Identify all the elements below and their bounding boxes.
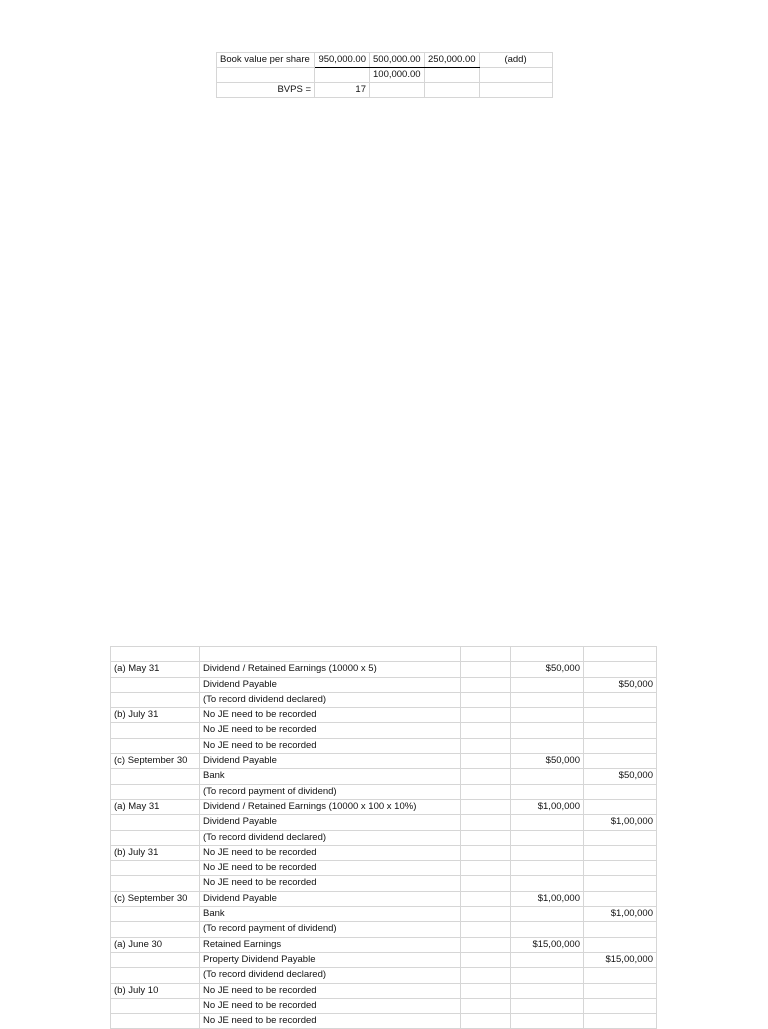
journal-account-cell[interactable]: No JE need to be recorded: [200, 845, 461, 860]
bvps-row-header: [217, 53, 553, 68]
journal-debit-cell[interactable]: [511, 907, 584, 922]
journal-body: [111, 647, 657, 1029]
journal-date-cell[interactable]: (c) September 30: [111, 754, 200, 769]
bvps-divisor[interactable]: 100,000.00: [370, 68, 425, 83]
journal-empty-cell[interactable]: [461, 815, 511, 830]
journal-empty-cell[interactable]: [461, 738, 511, 753]
journal-row: [111, 830, 657, 845]
journal-credit-cell[interactable]: $1,00,000: [584, 815, 657, 830]
bvps-cell[interactable]: [424, 68, 479, 83]
journal-credit-cell[interactable]: $15,00,000: [584, 952, 657, 967]
journal-row: [111, 815, 657, 830]
journal-account-cell[interactable]: (To record dividend declared): [200, 968, 461, 983]
journal-row: [111, 891, 657, 906]
journal-date-cell[interactable]: [111, 830, 200, 845]
journal-debit-cell[interactable]: [511, 983, 584, 998]
journal-empty-cell[interactable]: [461, 830, 511, 845]
journal-date-cell[interactable]: (a) May 31: [111, 662, 200, 677]
journal-debit-cell[interactable]: [511, 830, 584, 845]
journal-debit-cell[interactable]: [511, 708, 584, 723]
journal-debit-cell[interactable]: [511, 1014, 584, 1029]
journal-debit-cell[interactable]: $15,00,000: [511, 937, 584, 952]
journal-debit-cell[interactable]: [511, 784, 584, 799]
journal-empty-cell[interactable]: [461, 968, 511, 983]
journal-date-cell[interactable]: [111, 738, 200, 753]
journal-account-cell[interactable]: Dividend Payable: [200, 891, 461, 906]
journal-row: [111, 998, 657, 1013]
journal-credit-cell[interactable]: [584, 937, 657, 952]
journal-row: [111, 799, 657, 814]
journal-credit-cell[interactable]: [584, 861, 657, 876]
journal-debit-cell[interactable]: [511, 692, 584, 707]
journal-account-cell[interactable]: No JE need to be recorded: [200, 876, 461, 891]
journal-date-cell[interactable]: [111, 815, 200, 830]
bvps-cell[interactable]: [370, 83, 425, 98]
journal-account-cell[interactable]: Dividend / Retained Earnings (10000 x 100 x 10%): [200, 799, 461, 814]
journal-account-cell[interactable]: Dividend Payable: [200, 677, 461, 692]
journal-credit-cell[interactable]: [584, 876, 657, 891]
journal-date-cell[interactable]: [111, 998, 200, 1013]
journal-date-cell[interactable]: (a) June 30: [111, 937, 200, 952]
journal-debit-cell[interactable]: [511, 647, 584, 662]
bvps-result-value[interactable]: 17: [315, 83, 370, 98]
journal-table: [110, 646, 657, 1029]
journal-date-cell[interactable]: [111, 692, 200, 707]
journal-empty-cell[interactable]: [461, 983, 511, 998]
journal-empty-cell[interactable]: [461, 662, 511, 677]
journal-debit-cell[interactable]: $50,000: [511, 754, 584, 769]
bvps-cell[interactable]: [424, 83, 479, 98]
journal-date-cell[interactable]: [111, 876, 200, 891]
journal-account-cell[interactable]: No JE need to be recorded: [200, 998, 461, 1013]
journal-empty-cell[interactable]: [461, 677, 511, 692]
journal-account-cell[interactable]: No JE need to be recorded: [200, 708, 461, 723]
journal-date-cell[interactable]: (b) July 31: [111, 708, 200, 723]
journal-empty-cell[interactable]: [461, 937, 511, 952]
journal-account-cell[interactable]: Bank: [200, 907, 461, 922]
journal-empty-cell[interactable]: [461, 891, 511, 906]
bvps-cell[interactable]: [479, 83, 552, 98]
journal-credit-cell[interactable]: $1,00,000: [584, 907, 657, 922]
journal-account-cell[interactable]: (To record dividend declared): [200, 830, 461, 845]
journal-debit-cell[interactable]: [511, 861, 584, 876]
journal-empty-cell[interactable]: [461, 754, 511, 769]
journal-empty-cell[interactable]: [461, 876, 511, 891]
journal-account-cell[interactable]: No JE need to be recorded: [200, 1014, 461, 1029]
journal-row: [111, 983, 657, 998]
journal-debit-cell[interactable]: [511, 845, 584, 860]
journal-row: [111, 662, 657, 677]
journal-credit-cell[interactable]: [584, 983, 657, 998]
journal-empty-cell[interactable]: [461, 1014, 511, 1029]
bvps-row-divisor: [217, 68, 553, 83]
journal-credit-cell[interactable]: [584, 845, 657, 860]
journal-date-cell[interactable]: [111, 784, 200, 799]
journal-row: [111, 647, 657, 662]
journal-row: [111, 937, 657, 952]
journal-empty-cell[interactable]: [461, 784, 511, 799]
journal-credit-cell[interactable]: [584, 998, 657, 1013]
journal-debit-cell[interactable]: $1,00,000: [511, 799, 584, 814]
journal-account-cell[interactable]: No JE need to be recorded: [200, 861, 461, 876]
journal-credit-cell[interactable]: [584, 708, 657, 723]
journal-date-cell[interactable]: [111, 647, 200, 662]
bvps-cell[interactable]: [217, 68, 315, 83]
journal-row: [111, 907, 657, 922]
bvps-result-label[interactable]: BVPS =: [217, 83, 315, 98]
journal-empty-cell[interactable]: [461, 861, 511, 876]
bvps-value-2[interactable]: 500,000.00: [370, 53, 425, 68]
journal-empty-cell[interactable]: [461, 845, 511, 860]
journal-debit-cell[interactable]: $50,000: [511, 662, 584, 677]
journal-credit-cell[interactable]: [584, 784, 657, 799]
journal-empty-cell[interactable]: [461, 692, 511, 707]
journal-date-cell[interactable]: [111, 922, 200, 937]
journal-credit-cell[interactable]: [584, 891, 657, 906]
journal-account-cell[interactable]: No JE need to be recorded: [200, 983, 461, 998]
journal-credit-cell[interactable]: [584, 647, 657, 662]
journal-row: [111, 922, 657, 937]
journal-row: [111, 723, 657, 738]
journal-credit-cell[interactable]: [584, 738, 657, 753]
journal-empty-cell[interactable]: [461, 723, 511, 738]
journal-account-cell[interactable]: Property Dividend Payable: [200, 952, 461, 967]
journal-date-cell[interactable]: [111, 723, 200, 738]
bvps-cell[interactable]: [479, 68, 552, 83]
journal-row: [111, 876, 657, 891]
journal-credit-cell[interactable]: [584, 922, 657, 937]
journal-account-cell[interactable]: No JE need to be recorded: [200, 723, 461, 738]
journal-account-cell[interactable]: Retained Earnings: [200, 937, 461, 952]
journal-date-cell[interactable]: [111, 907, 200, 922]
journal-row: [111, 952, 657, 967]
journal-account-cell[interactable]: (To record payment of dividend): [200, 922, 461, 937]
journal-row: [111, 708, 657, 723]
journal-date-cell[interactable]: (a) May 31: [111, 799, 200, 814]
journal-account-cell[interactable]: Dividend Payable: [200, 754, 461, 769]
bvps-table: [216, 52, 553, 98]
journal-account-cell[interactable]: (To record dividend declared): [200, 692, 461, 707]
journal-credit-cell[interactable]: [584, 830, 657, 845]
journal-row: [111, 784, 657, 799]
journal-row: [111, 769, 657, 784]
journal-date-cell[interactable]: (b) July 31: [111, 845, 200, 860]
journal-row: [111, 754, 657, 769]
journal-row: [111, 845, 657, 860]
journal-row: [111, 692, 657, 707]
journal-empty-cell[interactable]: [461, 799, 511, 814]
journal-credit-cell[interactable]: [584, 723, 657, 738]
journal-row: [111, 738, 657, 753]
journal-date-cell[interactable]: [111, 968, 200, 983]
journal-row: [111, 968, 657, 983]
journal-date-cell[interactable]: (b) July 10: [111, 983, 200, 998]
journal-row: [111, 861, 657, 876]
journal-debit-cell[interactable]: [511, 723, 584, 738]
journal-debit-cell[interactable]: [511, 769, 584, 784]
journal-credit-cell[interactable]: [584, 799, 657, 814]
journal-credit-cell[interactable]: $50,000: [584, 769, 657, 784]
journal-debit-cell[interactable]: $1,00,000: [511, 891, 584, 906]
bvps-row-result: [217, 83, 553, 98]
journal-empty-cell[interactable]: [461, 647, 511, 662]
journal-date-cell[interactable]: [111, 861, 200, 876]
journal-credit-cell[interactable]: [584, 968, 657, 983]
journal-credit-cell[interactable]: [584, 754, 657, 769]
journal-credit-cell[interactable]: [584, 662, 657, 677]
journal-debit-cell[interactable]: [511, 738, 584, 753]
journal-row: [111, 677, 657, 692]
journal-account-cell[interactable]: Bank: [200, 769, 461, 784]
journal-empty-cell[interactable]: [461, 998, 511, 1013]
journal-debit-cell[interactable]: [511, 677, 584, 692]
journal-date-cell[interactable]: (c) September 30: [111, 891, 200, 906]
journal-debit-cell[interactable]: [511, 922, 584, 937]
journal-account-cell[interactable]: No JE need to be recorded: [200, 738, 461, 753]
bvps-value-1[interactable]: 950,000.00: [315, 53, 370, 68]
journal-debit-cell[interactable]: [511, 998, 584, 1013]
journal-account-cell[interactable]: [200, 647, 461, 662]
journal-debit-cell[interactable]: [511, 876, 584, 891]
journal-empty-cell[interactable]: [461, 922, 511, 937]
journal-debit-cell[interactable]: [511, 952, 584, 967]
bvps-value-3[interactable]: 250,000.00: [424, 53, 479, 68]
journal-credit-cell[interactable]: [584, 1014, 657, 1029]
journal-empty-cell[interactable]: [461, 952, 511, 967]
journal-debit-cell[interactable]: [511, 968, 584, 983]
journal-empty-cell[interactable]: [461, 708, 511, 723]
journal-empty-cell[interactable]: [461, 769, 511, 784]
journal-date-cell[interactable]: [111, 769, 200, 784]
journal-empty-cell[interactable]: [461, 907, 511, 922]
journal-row: [111, 1014, 657, 1029]
bvps-cell[interactable]: [315, 68, 370, 83]
journal-account-cell[interactable]: Dividend Payable: [200, 815, 461, 830]
bvps-label[interactable]: Book value per share: [217, 53, 315, 68]
bvps-note[interactable]: (add): [479, 53, 552, 68]
journal-date-cell[interactable]: [111, 1014, 200, 1029]
journal-date-cell[interactable]: [111, 952, 200, 967]
journal-account-cell[interactable]: Dividend / Retained Earnings (10000 x 5): [200, 662, 461, 677]
journal-date-cell[interactable]: [111, 677, 200, 692]
journal-debit-cell[interactable]: [511, 815, 584, 830]
journal-account-cell[interactable]: (To record payment of dividend): [200, 784, 461, 799]
journal-credit-cell[interactable]: $50,000: [584, 677, 657, 692]
journal-credit-cell[interactable]: [584, 692, 657, 707]
